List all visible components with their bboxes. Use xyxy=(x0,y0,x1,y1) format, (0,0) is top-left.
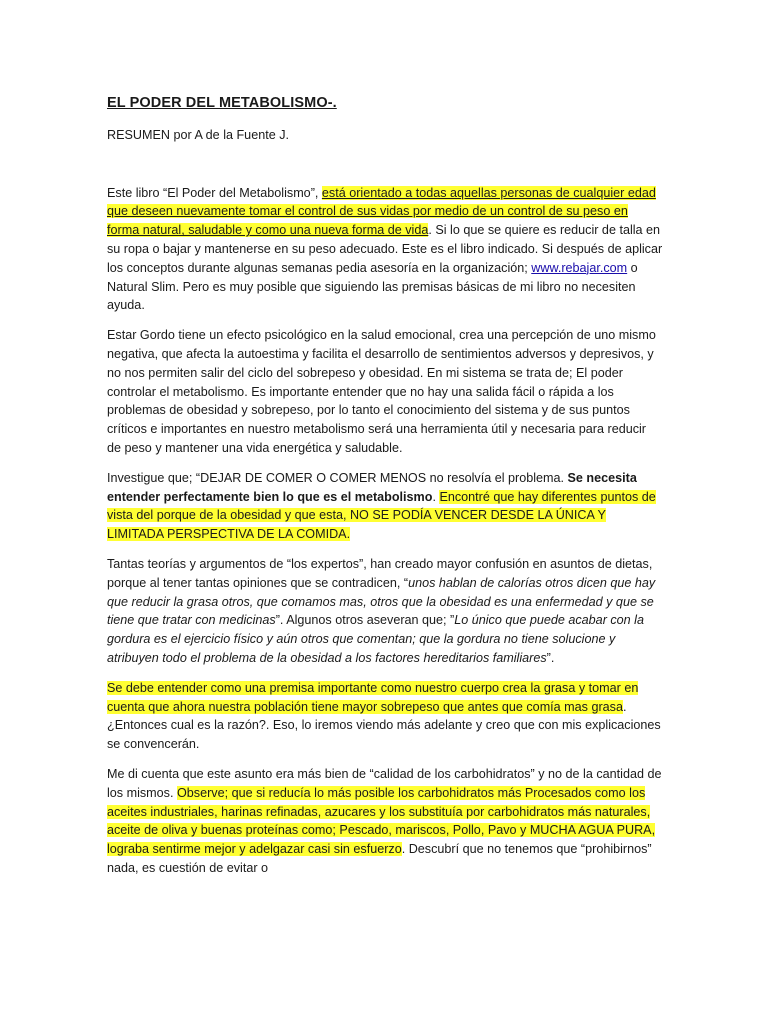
paragraph-investigation xyxy=(107,469,663,544)
highlighted-text: está orientado a todas aquellas personas de cualquier edad que deseen nuevamente tomar el control de sus vidas por medio de un control de su peso en forma natural, saludable y como una nueva forma de vida xyxy=(107,185,656,238)
paragraph-carbohydrates xyxy=(107,765,663,878)
page-title: EL PODER DEL METABOLISMO-. xyxy=(107,95,337,111)
highlighted-text: Se debe entender como una premisa importante como nuestro cuerpo crea la grasa y tomar en cuenta que ahora nuestra población tiene mayor sobrepeso que antes que comía mas grasa xyxy=(107,680,639,714)
bold-text: Se necesita entender perfectamente bien lo que es el metabolismo xyxy=(107,470,637,504)
text-run: ”. Algunos otros aseveran que; ” xyxy=(275,613,455,628)
document-body xyxy=(107,94,663,889)
text-run: Investigue que; “DEJAR DE COMER O COMER MENOS no resolvía el problema. xyxy=(107,470,568,485)
highlighted-text: Encontré que hay diferentes puntos de vista del porque de la obesidad y que esta, NO SE PODÍA VENCER DESDE LA ÚNICA Y LIMITADA PERSPECTIVA DE LA COMIDA. xyxy=(107,489,656,542)
text-run: ”. xyxy=(546,650,555,665)
text-run: . Descubrí que no tenemos que “prohibirnos” nada, es cuestión de evitar o xyxy=(107,842,652,875)
rebajar-link[interactable]: www.rebajar.com xyxy=(531,260,628,275)
text-run: . xyxy=(432,489,440,504)
text-run: Este libro “El Poder del Metabolismo”, xyxy=(107,185,322,200)
paragraph-intro xyxy=(107,184,663,316)
text-run: . Si lo que se quiere es reducir de talla en su ropa o bajar y mantenerse en su peso adecuado. Este es el libro indicado. Si después de aplicar los conceptos durante algunas semanas pedia asesoría en la organización; xyxy=(107,223,663,275)
italic-quote: unos hablan de calorías otros dicen que hay que reducir la grasa otros, que comamos mas, otros que la obesidad es una enfermedad y que se tiene que tratar con medicinas xyxy=(107,575,656,628)
document-subtitle: RESUMEN por A de la Fuente J. xyxy=(107,127,289,142)
paragraph-experts xyxy=(107,555,663,668)
text-run: o Natural Slim. Pero es muy posible que siguiendo las premisas básicas de mi libro no necesiten ayuda. xyxy=(107,260,638,313)
text-run: Tantas teorías y argumentos de “los expertos”, han creado mayor confusión en asuntos de dietas, porque al tener tantas opiniones que se contradicen, “ xyxy=(107,556,653,590)
paragraph-emotional-effect: Estar Gordo tiene un efecto psicológico en la salud emocional, crea una percepción de uno mismo negativa, que afecta la autoestima y facilita el desarrollo de sentimientos adversos y depresivos, y no nos permiten salir del ciclo del sobrepeso y obesidad. En mi sistema se trata de; El poder controlar el metabolismo. Es importante entender que no hay una salida fácil o rápida a los problemas de obesidad y sobrepeso, por lo tanto el conocimiento del sistema y de sus puntos críticos e importantes en nuestro metabolismo será una herramienta útil y necesaria para reducir de peso y mantener una vida energética y saludable. xyxy=(107,328,656,455)
text-run: . ¿Entonces cual es la razón?. Eso, lo iremos viendo más adelante y creo que con mis explicaciones se convencerán. xyxy=(107,699,661,752)
paragraph-premise xyxy=(107,679,663,754)
italic-quote: Lo único que puede acabar con la gordura es el ejercicio físico y aún otros que comentan; que la gordura no tiene solucione y atribuyen todo el problema de la obesidad a los factores hereditarios familiares xyxy=(107,613,644,665)
highlighted-text: Observe; que si reducía lo más posible los carbohidratos más Procesados como los aceites industriales, harinas refinadas, azucares y los substituía por carbohidratos más naturales, aceite de oliva y buenas proteínas como; Pescado, mariscos, Pollo, Pavo y MUCHA AGUA PURA, lograba sentirme mejor y adelgazar casi sin esfuerzo xyxy=(107,785,656,857)
text-run: Me di cuenta que este asunto era más bien de “calidad de los carbohidratos” y no de la cantidad de los mismos. xyxy=(107,766,662,800)
